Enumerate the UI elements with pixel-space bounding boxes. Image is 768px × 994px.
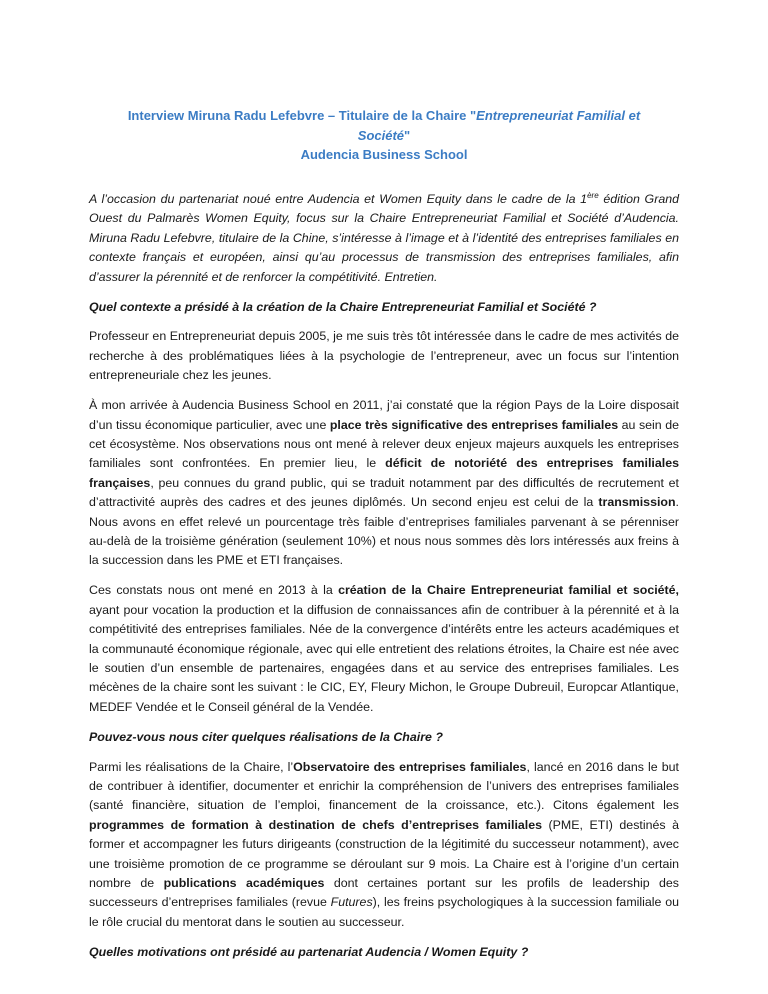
question-2: Pouvez-vous nous citer quelques réalisations de la Chaire ?	[89, 729, 443, 744]
question-1: Quel contexte a présidé à la création de la Chaire Entrepreneuriat Familial et Société ?	[89, 299, 597, 314]
question-3: Quelles motivations ont présidé au partenariat Audencia / Women Equity ?	[89, 944, 529, 959]
intro-paragraph: A l’occasion du partenariat noué entre Audencia et Women Equity dans le cadre de la 1ère édition Grand Ouest du Palmarès Women Equity, focus sur la Chaire Entrepreneuriat Familial et Société d’Audencia. Miruna Radu Lefebvre, titulaire de la Chine, s’intéresse à l’image et à l’identité des entreprises familiales en contexte français et européen, ainsi qu’au processus de transmission des entreprises familiales, afin d’assurer la pérennité et de renforcer la compétitivité. Entretien.	[89, 191, 679, 284]
answer-1-paragraph-1: Professeur en Entrepreneuriat depuis 2005, je me suis très tôt intéressée dans le cadre de mes activités de recherche à des problématiques liées à la psychologie de l’entrepreneur, avec un focus sur l’intention entrepreneuriale chez les jeunes.	[89, 329, 679, 383]
title-school: Audencia Business School	[300, 147, 468, 162]
answer-2-paragraph: Parmi les réalisations de la Chaire, l’Observatoire des entreprises familiales, lancé en 2016 dans le but de contribuer à identifier, documenter et enrichir la compréhension de l’univers des entreprises familiales (santé financière, situation de l’emploi, financement de la croissance, etc.). Citons également les programmes de formation à destination de chefs d’entreprises familiales (PME, ETI) destinés à former et accompagner les futurs dirigeants (construction de la légitimité du successeur notamment), avec une troisième promotion de ce programme se déroulant sur 9 mois. La Chaire est à l’origine d’un certain nombre de publications académiques dont certaines portant sur les profils de leadership des successeurs d’entreprises familiales (revue Futures), les freins psychologiques à la succession familiale ou le rôle crucial du mentorat dans le soutien au successeur.	[89, 759, 679, 929]
answer-1-paragraph-3: Ces constats nous ont mené en 2013 à la création de la Chaire Entrepreneuriat familial et société, ayant pour vocation la production et la diffusion de connaissances afin de contribuer à la pérennité et à la compétitivité des entreprises familiales. Née de la convergence d’intérêts entre les acteurs académiques et la communauté économique régionale, avec qui elle entretient des relations étroites, la Chaire est née avec le soutien d’un ensemble de partenaires, engagées dans et au service des entreprises familiales. Les mécènes de la chaire sont les suivant : le CIC, EY, Fleury Michon, le Groupe Dubreuil, Europcar Atlantique, MEDEF Vendée et le Conseil général de la Vendée.	[89, 583, 679, 714]
title-line-1: Interview Miruna Radu Lefebvre – Titulaire de la Chaire "Entrepreneuriat Familial et	[127, 108, 641, 123]
document-body	[89, 190, 679, 973]
title-line-2: Société"	[357, 127, 411, 143]
document-title	[100, 106, 668, 165]
answer-1-paragraph-2: À mon arrivée à Audencia Business School en 2011, j’ai constaté que la région Pays de la Loire disposait d’un tissu économique particulier, avec une place très significative des entreprises familiales au sein de cet écosystème. Nos observations nous ont mené à relever deux enjeux majeurs auxquels les entreprises familiales sont confrontées. En premier lieu, le déficit de notoriété des entreprises familiales françaises, peu connues du grand public, qui se traduit notamment par des difficultés de recrutement et d’attractivité auprès des cadres et des jeunes diplômés. Un second enjeu est celui de la transmission. Nous avons en effet relevé un pourcentage très faible d’entreprises familiales parvenant à se pérenniser au-delà de la troisième génération (seulement 10%) et nous nous sommes dès lors intéressés aux freins à la succession dans les PME et ETI françaises.	[89, 398, 679, 568]
